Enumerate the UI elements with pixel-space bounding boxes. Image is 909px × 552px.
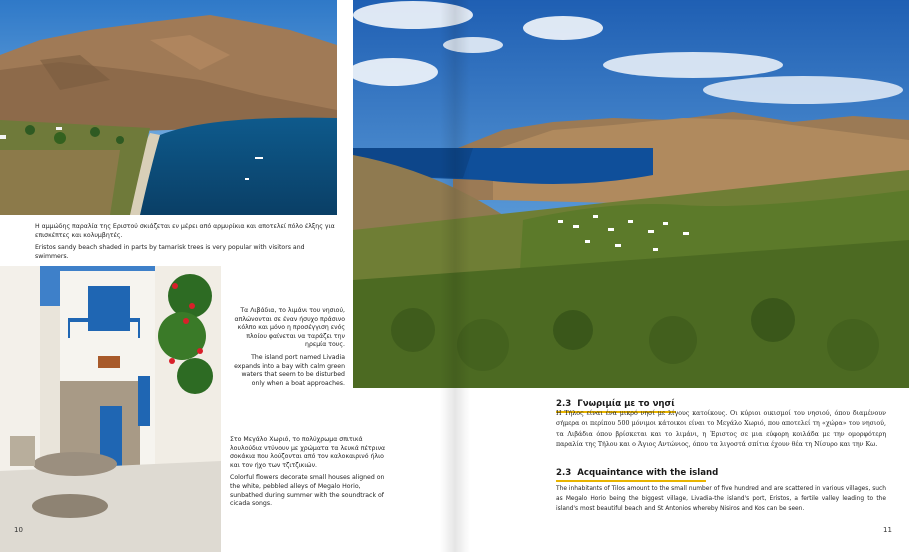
caption-village-greek: Στο Μεγάλο Χωριό, το πολύχρωμα σπιτικά λουλούδια ντύνουν με χρώματα τα λευκά πέτρινα σοκάκια που λούζονται από τον καλοκαιρινό ήλιο και τον ήχο των τζιτζικιών. [230, 436, 386, 469]
page-number-left: 10 [14, 526, 23, 534]
megalo-horio-village-photo [0, 266, 221, 552]
greek-section-body: Η Τήλος είναι ένα μικρό νησί με λίγους κατοίκους. Οι κύριοι οικισμοί του νησιού, όπου διαμένουν σήμερα οι περίπου 500 μόνιμοι κάτοικοι είναι το Μεγάλο Χωριό, που αποτελεί τη «χώρα» του νησιού, τα Λιβάδια όπου βρίσκεται και το λιμάνι, η Έριστος σε μια εύφορη κοιλάδα με την ομορφότερη παραλία της Τήλου και ο Άγιος Αντώνιος, όπου τα λιγοστά σπίτια έχουν θέα τη Νίσυρο και την Κω. [556, 410, 886, 448]
english-section-heading [556, 468, 719, 482]
caption-port-english: The island port named Livadia expands into a bay with calm green waters that seem to be disturbed only when a boat approaches. [234, 353, 345, 387]
english-section-title: Acquaintance with the island [577, 468, 719, 478]
caption-beach [35, 223, 335, 265]
caption-village [230, 436, 390, 513]
english-section-body: The inhabitants of Tilos amount to the small number of five hundred and are scattered in various villages, such as Megalo Horio being the biggest village, Livadia-the island's port, Eristos, a fertile valley leading to the island's most beautiful beach and St Antonios whereby Nisiros and Kos can be seen. [556, 486, 886, 512]
caption-port-greek: Τα Λιβάδια, το λιμάνι του νησιού, απλώνονται σε έναν ήσυχο πράσινο κόλπο και μόνο η προσέγγιση ενός πλοίου φαίνεται να ταράζει την ηρεμία τους. [234, 307, 345, 349]
caption-port [227, 307, 345, 392]
page-number-right: 11 [883, 526, 892, 534]
eristos-beach-photo [0, 0, 337, 215]
livadia-bay-landscape-photo [353, 0, 909, 388]
english-section-number: 2.3 [556, 468, 572, 478]
greek-section-number: 2.3 [556, 399, 572, 409]
caption-village-english: Colorful flowers decorate small houses aligned on the white, pebbled alleys of Megalo Horio, sunbathed during summer with the soundtrack of cicada songs. [230, 474, 385, 508]
caption-beach-english: Eristos sandy beach shaded in parts by tamarisk trees is very popular with visitors and swimmers. [35, 244, 305, 260]
greek-section-title: Γνωριμία με το νησί [577, 399, 675, 409]
caption-beach-greek: Η αμμώδης παραλία της Εριστού σκιάζεται εν μέρει από αρμυρίκια και αποτελεί πόλο έλξης για επισκέπτες και κολυμβητές. [35, 223, 335, 239]
